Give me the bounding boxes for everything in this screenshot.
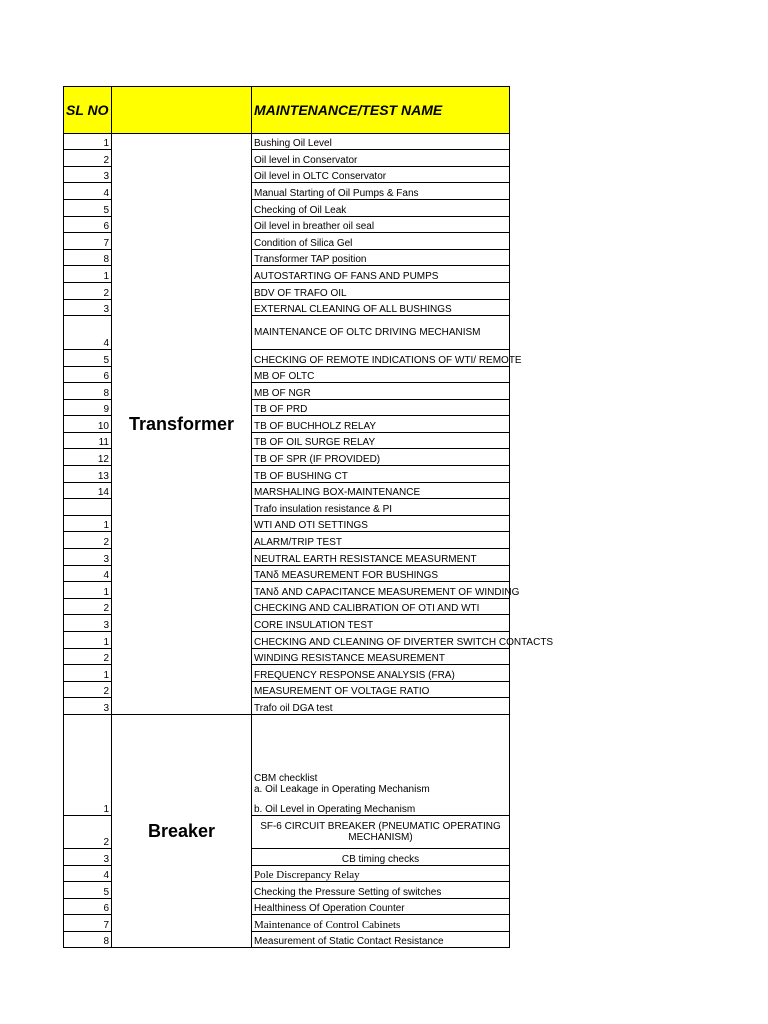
test-name-cell: CHECKING AND CLEANING OF DIVERTER SWITCH CONTACTS bbox=[252, 632, 510, 649]
cbm-checklist-cell bbox=[252, 715, 510, 816]
test-name-cell: Trafo insulation resistance & PI bbox=[252, 499, 510, 516]
sl-no-cell: 13 bbox=[64, 466, 112, 483]
test-name-cell: Bushing Oil Level bbox=[252, 134, 510, 150]
sl-no-cell: 6 bbox=[64, 899, 112, 915]
sl-no-cell: 7 bbox=[64, 233, 112, 250]
test-name-cell: CORE INSULATION TEST bbox=[252, 615, 510, 632]
test-name-cell: Pole Discrepancy Relay bbox=[252, 866, 510, 882]
test-name-cell: CHECKING AND CALIBRATION OF OTI AND WTI bbox=[252, 599, 510, 615]
test-name-cell: Trafo oil DGA test bbox=[252, 698, 510, 715]
sl-no-cell: 7 bbox=[64, 915, 112, 932]
sl-no-cell: 4 bbox=[64, 566, 112, 582]
sl-no-cell: 2 bbox=[64, 283, 112, 300]
sl-no-cell: 2 bbox=[64, 649, 112, 665]
maintenance-table bbox=[63, 86, 554, 948]
sl-no-cell: 10 bbox=[64, 416, 112, 433]
sl-no-cell: 1 bbox=[64, 715, 112, 816]
sl-no-cell: 3 bbox=[64, 698, 112, 715]
test-name-cell: Maintenance of Control Cabinets bbox=[252, 915, 510, 932]
test-name-cell: TANδ MEASUREMENT FOR BUSHINGS bbox=[252, 566, 510, 582]
sl-no-cell: 1 bbox=[64, 134, 112, 150]
cbm-item-a: a. Oil Leakage in Operating Mechanism bbox=[254, 784, 430, 795]
table-row bbox=[64, 134, 510, 150]
test-name-cell: WTI AND OTI SETTINGS bbox=[252, 516, 510, 532]
sl-no-cell: 3 bbox=[64, 300, 112, 316]
test-name-cell: Transformer TAP position bbox=[252, 250, 510, 266]
sl-no-cell: 11 bbox=[64, 433, 112, 449]
sl-no-cell: 8 bbox=[64, 383, 112, 400]
sl-no-cell: 1 bbox=[64, 516, 112, 532]
sl-no-cell bbox=[64, 499, 112, 516]
test-name-cell: TB OF PRD bbox=[252, 400, 510, 416]
sl-no-cell: 2 bbox=[64, 532, 112, 549]
test-name-cell: Condition of Silica Gel bbox=[252, 233, 510, 250]
sl-no-cell: 9 bbox=[64, 400, 112, 416]
sl-no-cell: 8 bbox=[64, 932, 112, 948]
cbm-title: CBM checklist bbox=[254, 773, 318, 784]
test-name-cell: TB OF OIL SURGE RELAY bbox=[252, 433, 510, 449]
test-name-cell: SF-6 CIRCUIT BREAKER (PNEUMATIC OPERATING MECHANISM) bbox=[252, 816, 510, 849]
sl-no-cell: 12 bbox=[64, 449, 112, 466]
sl-no-cell: 1 bbox=[64, 632, 112, 649]
test-name-cell: MAINTENANCE OF OLTC DRIVING MECHANISM bbox=[252, 316, 510, 350]
group-transformer: Transformer bbox=[112, 134, 252, 715]
test-name-cell: TB OF BUSHING CT bbox=[252, 466, 510, 483]
test-name-cell: Oil level in breather oil seal bbox=[252, 217, 510, 233]
test-name-cell: Checking of Oil Leak bbox=[252, 200, 510, 217]
sl-no-cell: 5 bbox=[64, 200, 112, 217]
test-name-cell: MB OF OLTC bbox=[252, 367, 510, 383]
sl-no-cell: 1 bbox=[64, 665, 112, 682]
sl-no-cell: 2 bbox=[64, 682, 112, 698]
test-name-cell: Manual Starting of Oil Pumps & Fans bbox=[252, 183, 510, 200]
test-name-cell: NEUTRAL EARTH RESISTANCE MEASURMENT bbox=[252, 549, 510, 566]
test-name-cell: Checking the Pressure Setting of switches bbox=[252, 882, 510, 899]
sl-no-cell: 14 bbox=[64, 483, 112, 499]
sl-no-cell: 2 bbox=[64, 816, 112, 849]
test-name-cell: WINDING RESISTANCE MEASUREMENT bbox=[252, 649, 510, 665]
test-name-cell: TB OF BUCHHOLZ RELAY bbox=[252, 416, 510, 433]
table-row-cbm bbox=[64, 715, 510, 816]
cbm-spacer bbox=[254, 795, 507, 804]
test-name-cell: MEASUREMENT OF VOLTAGE RATIO bbox=[252, 682, 510, 698]
sl-no-cell: 1 bbox=[64, 266, 112, 283]
sl-no-cell: 5 bbox=[64, 882, 112, 899]
test-name-cell: Oil level in Conservator bbox=[252, 150, 510, 167]
test-name-cell: CB timing checks bbox=[252, 849, 510, 866]
header-sl-no: SL NO bbox=[64, 87, 112, 134]
header-group bbox=[112, 87, 252, 134]
sl-no-cell: 3 bbox=[64, 615, 112, 632]
test-name-cell: AUTOSTARTING OF FANS AND PUMPS bbox=[252, 266, 510, 283]
sl-no-cell: 4 bbox=[64, 183, 112, 200]
header-test-name: MAINTENANCE/TEST NAME bbox=[252, 87, 510, 134]
sl-no-cell: 6 bbox=[64, 367, 112, 383]
sl-no-cell: 4 bbox=[64, 316, 112, 350]
sl-no-cell: 3 bbox=[64, 849, 112, 866]
sl-no-cell: 3 bbox=[64, 549, 112, 566]
sl-no-cell: 2 bbox=[64, 599, 112, 615]
test-name-cell: MARSHALING BOX-MAINTENANCE bbox=[252, 483, 510, 499]
header-row bbox=[64, 87, 510, 134]
sl-no-cell: 5 bbox=[64, 350, 112, 367]
test-name-cell: Measurement of Static Contact Resistance bbox=[252, 932, 510, 948]
test-name-cell: TANδ AND CAPACITANCE MEASUREMENT OF WINDING bbox=[252, 582, 510, 599]
sl-no-cell: 3 bbox=[64, 167, 112, 183]
test-name-cell: BDV OF TRAFO OIL bbox=[252, 283, 510, 300]
sl-no-cell: 4 bbox=[64, 866, 112, 882]
sl-no-cell: 1 bbox=[64, 582, 112, 599]
test-name-cell: ALARM/TRIP TEST bbox=[252, 532, 510, 549]
cbm-item-b: b. Oil Level in Operating Mechanism bbox=[254, 804, 416, 815]
test-name-cell: CHECKING OF REMOTE INDICATIONS OF WTI/ REMOTE bbox=[252, 350, 510, 367]
group-breaker: Breaker bbox=[112, 715, 252, 948]
test-name-cell: EXTERNAL CLEANING OF ALL BUSHINGS bbox=[252, 300, 510, 316]
test-name-cell: Healthiness Of Operation Counter bbox=[252, 899, 510, 915]
sl-no-cell: 2 bbox=[64, 150, 112, 167]
test-name-cell: TB OF SPR (IF PROVIDED) bbox=[252, 449, 510, 466]
test-name-cell: MB OF NGR bbox=[252, 383, 510, 400]
sl-no-cell: 8 bbox=[64, 250, 112, 266]
test-name-cell: FREQUENCY RESPONSE ANALYSIS (FRA) bbox=[252, 665, 510, 682]
sl-no-cell: 6 bbox=[64, 217, 112, 233]
test-name-cell: Oil level in OLTC Conservator bbox=[252, 167, 510, 183]
